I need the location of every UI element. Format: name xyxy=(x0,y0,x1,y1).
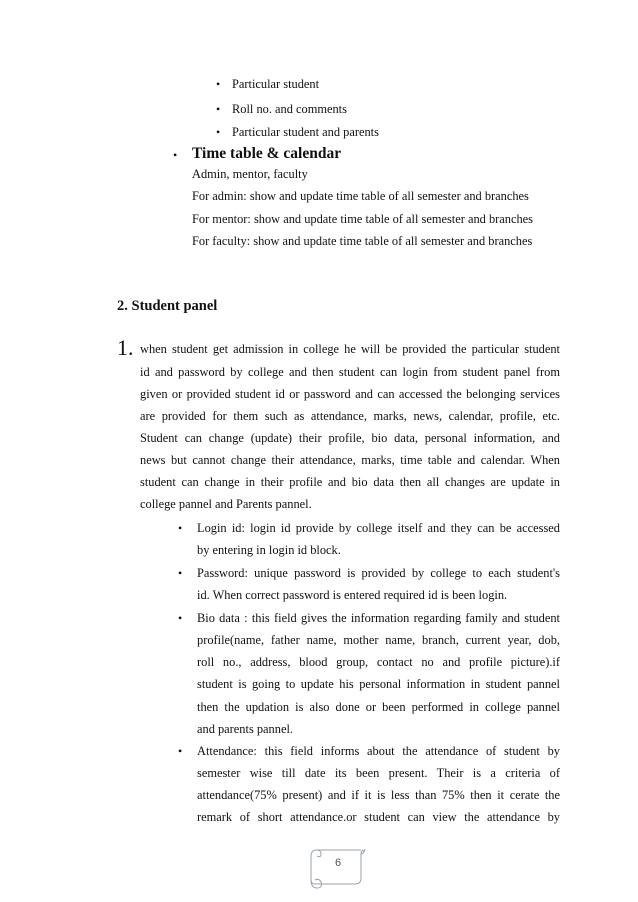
bullet-icon: • xyxy=(178,566,183,580)
paragraph-line-7: student can change in their profile and bio data then all changes are update in xyxy=(140,475,560,489)
timetable-line-3: For mentor: show and update time table of all semester and branches xyxy=(192,212,533,226)
timetable-line-1: Admin, mentor, faculty xyxy=(192,167,308,181)
paragraph-line-2: id and password by college and then student can login from student panel from xyxy=(140,365,560,379)
item-number: 1. xyxy=(117,335,134,360)
paragraph-line-4: are provided for them such as attendance, marks, news, calendar, profile, etc. xyxy=(140,409,560,423)
section-heading: 2. Student panel xyxy=(117,298,218,314)
top-bullet-2: Roll no. and comments xyxy=(232,102,347,116)
attendance-line-1: Attendance: this field informs about the attendance of student by xyxy=(197,744,560,758)
paragraph-line-8: college pannel and Parents pannel. xyxy=(140,497,312,511)
bullet-icon: • xyxy=(178,611,183,625)
bio-data-line-6: and parents pannel. xyxy=(197,722,293,736)
top-bullet-3: Particular student and parents xyxy=(232,125,379,139)
attendance-line-2: semester wise till date its been present. Their is a criteria of xyxy=(197,766,560,780)
paragraph-line-1: when student get admission in college he will be provided the particular student xyxy=(140,342,560,356)
bullet-icon: • xyxy=(216,102,221,116)
bullet-icon: • xyxy=(173,148,178,162)
bio-data-line-5: then the updation is also done or been performed in college pannel xyxy=(197,700,560,714)
timetable-heading: Time table & calendar xyxy=(192,145,342,162)
bullet-icon: • xyxy=(178,744,183,758)
bio-data-line-3: roll no., address, blood group, contact no and profile picture).if xyxy=(197,655,560,669)
password-line-2: id. When correct password is entered required id is been login. xyxy=(197,588,508,602)
password-line-1: Password: unique password is provided by college to each student's xyxy=(197,566,560,580)
page-number: 6 xyxy=(335,857,342,869)
bio-data-line-4: student is going to update his personal information in student pannel xyxy=(197,677,560,691)
bio-data-line-1: Bio data : this field gives the information regarding family and student xyxy=(197,611,560,625)
paragraph-line-6: news but cannot change their attendance, marks, time table and calendar. When xyxy=(140,453,560,467)
paragraph-line-5: Student can change (update) their profile, bio data, personal information, and xyxy=(140,431,560,445)
attendance-line-4: remark of short attendance.or student can view the attendance by xyxy=(197,810,560,824)
bullet-icon: • xyxy=(216,77,221,91)
login-id-line-1: Login id: login id provide by college itself and they can be accessed xyxy=(197,521,560,535)
top-bullet-1: Particular student xyxy=(232,77,320,91)
timetable-line-2: For admin: show and update time table of all semester and branches xyxy=(192,189,529,203)
login-id-line-2: by entering in login id block. xyxy=(197,543,341,557)
attendance-line-3: attendance(75% present) and if it is less than 75% then it cerate the xyxy=(197,788,560,802)
paragraph-line-3: given or provided student id or password and can accessed the belonging services xyxy=(140,387,560,401)
timetable-line-4: For faculty: show and update time table of all semester and branches xyxy=(192,234,533,248)
bio-data-line-2: profile(name, father name, mother name, branch, current year, dob, xyxy=(197,633,560,647)
bullet-icon: • xyxy=(216,125,221,139)
bullet-icon: • xyxy=(178,521,183,535)
